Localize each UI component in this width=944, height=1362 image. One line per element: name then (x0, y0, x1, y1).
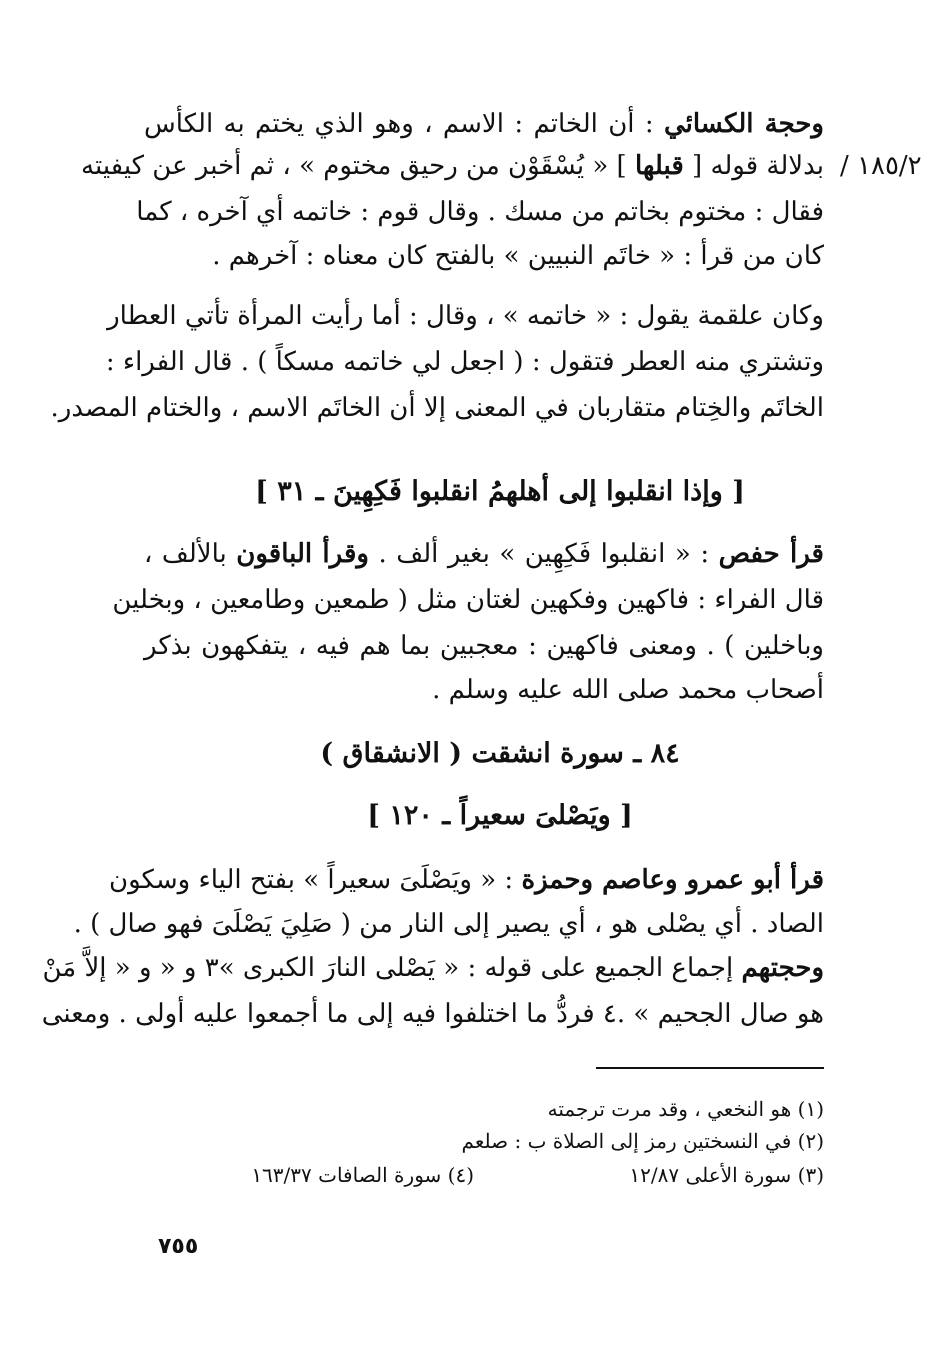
paragraph4-line4: هو صال الجحيم » .٤ فردُّ ما اختلفوا فيه إلى ما أجمعوا عليه أولى . ومعنى (41, 999, 824, 1029)
margin-reference: ١٨٥/٢ / (840, 151, 922, 181)
paragraph2-line3: الخاتَم والخِتام متقاربان في المعنى إلا أن الخاتَم الاسم ، والختام المصدر. (50, 393, 824, 423)
paragraph3-line2: قال الفراء : فاكهين وفكهين لغتان مثل ( طمعين وطامعين ، وبخلين (112, 585, 824, 615)
paragraph3-line3: وباخلين ) . ومعنى فاكهين : معجبين بما هم فيه ، يتفكهون بذكر (144, 631, 824, 661)
footnote-1: (١) هو النخعي ، وقد مرت ترجمته (547, 1097, 824, 1121)
paragraph3-line4: أصحاب محمد صلى الله عليه وسلم . (432, 675, 824, 705)
paragraph2-line1: وكان علقمة يقول : « خاتمه » ، وقال : أما رأيت المرأة تأتي العطار (107, 301, 824, 331)
page-number: ٧٥٥ (158, 1234, 199, 1259)
paragraph4-line2: الصاد . أي يصْلى هو ، أي يصير إلى النار من ( صَلِيَ يَصْلَىَ فهو صال ) . (73, 909, 824, 939)
paragraph1-line4: كان من قرأ : « خاتَم النبيين » بالفتح كان معناه : آخرهم . (212, 241, 824, 271)
footnote-3: (٣) سورة الأعلى ١٢/٨٧ (629, 1163, 824, 1187)
surah-heading: ٨٤ ـ سورة انشقت ( الانشقاق ) (320, 738, 680, 769)
paragraph4-line1: قرأ أبو عمرو وعاصم وحمزة : « ويَصْلَىَ سعيراً » بفتح الياء وسكون (109, 865, 824, 895)
paragraph1-line3: فقال : مختوم بخاتم من مسك . وقال قوم : خاتمه أي آخره ، كما (136, 197, 824, 227)
footnote-separator (596, 1067, 824, 1069)
argument-lead: وحجة الكسائي (663, 109, 824, 139)
paragraph1-line2: بدلالة قوله [ قبلها ] « يُسْقَوْن من رحيق مختوم » ، ثم أخبر عن كيفيته (81, 151, 824, 181)
verse-heading-120: [ ويَصْلىَ سعيراً ـ ١٢٠ ] (367, 800, 633, 831)
paragraph1-line1: وحجة الكسائي : أن الخاتم : الاسم ، وهو الذي يختم به الكأس (144, 109, 824, 139)
paragraph3-line1: قرأ حفص : « انقلبوا فَكِهِين » بغير ألف . وقرأ الباقون بالألف ، (144, 539, 824, 569)
footnote-2: (٢) في النسختين رمز إلى الصلاة ب : صلعم (461, 1129, 824, 1153)
verse-heading-31: [ وإذا انقلبوا إلى أهلهمُ انقلبوا فَكِهِينَ ـ ٣١ ] (255, 476, 745, 507)
paragraph4-line3: وحجتهم إجماع الجميع على قوله : « يَصْلى النارَ الكبرى »٣ و « و « إلاَّ مَنْ (42, 953, 824, 983)
footnote-4: (٤) سورة الصافات ١٦٣/٣٧ (251, 1163, 474, 1187)
paragraph2-line2: وتشتري منه العطر فتقول : ( اجعل لي خاتمه مسكاً ) . قال الفراء : (105, 347, 824, 377)
